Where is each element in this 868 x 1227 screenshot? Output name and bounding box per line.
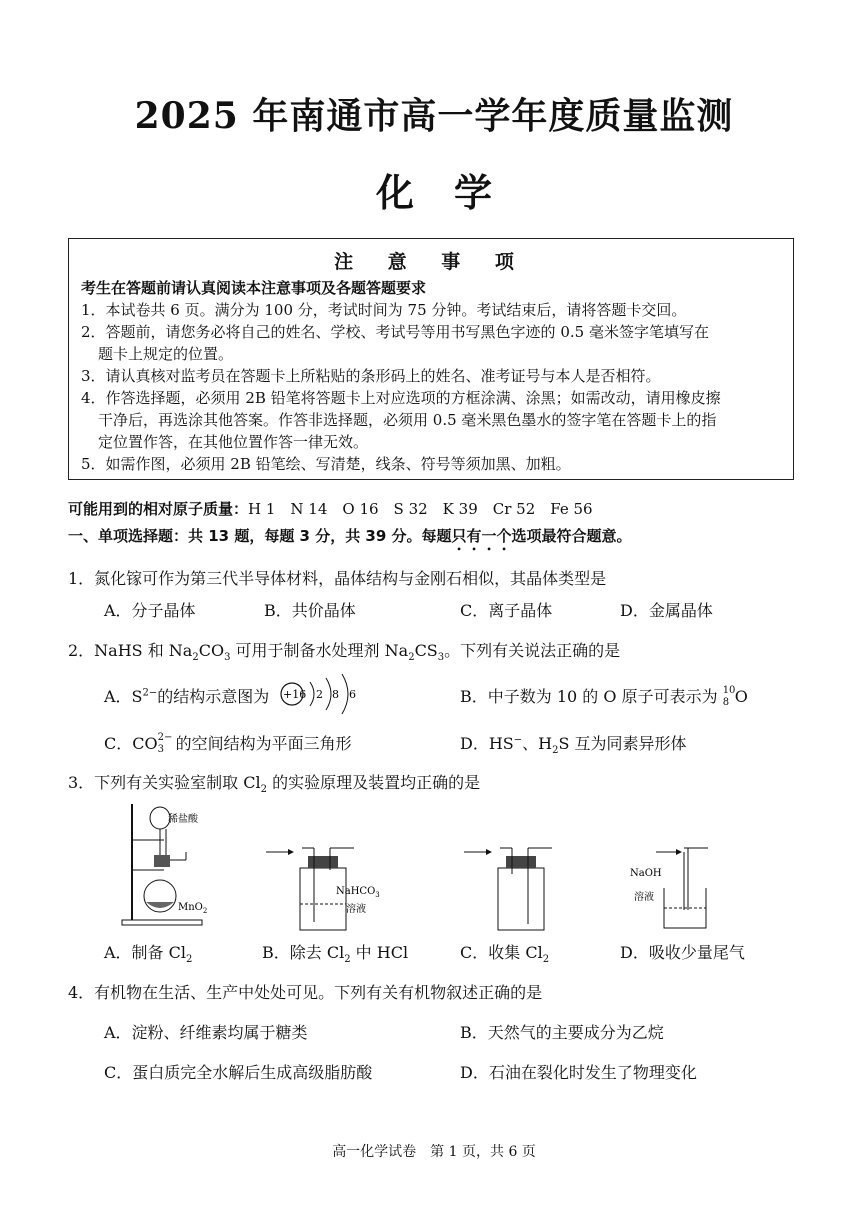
notice-heading: 注 意 事 项 <box>334 251 528 273</box>
apparatus-c-collection-bottle <box>460 840 560 935</box>
subject-title: 化学 <box>375 170 532 215</box>
label-nahco3: NaHCO$_3$ <box>336 886 380 899</box>
section-heading <box>68 525 632 554</box>
exam-title: 2025 年南通市高一学年度质量监测 <box>134 95 734 137</box>
q2-option-a: A．$S^{2-}$的结构示意图为 <box>104 687 270 706</box>
q4-option-b: B．天然气的主要成分为乙烷 <box>460 1023 664 1042</box>
page-footer: 高一化学试卷 第 1 页，共 6 页 <box>332 1144 536 1160</box>
notice-box <box>68 238 794 480</box>
label-dilute-hcl: 稀盐酸 <box>168 814 198 825</box>
q3-option-d: D．吸收少量尾气 <box>620 943 745 962</box>
label-solution-d: 溶液 <box>634 892 654 903</box>
q4-option-c: C．蛋白质完全水解后生成高级脂肪酸 <box>104 1063 373 1082</box>
q2-option-b: B．中子数为 10 的 O 原子可表示为 10 8 O <box>460 684 748 708</box>
q1-option-a: A．分子晶体 <box>104 601 196 620</box>
notice-item-4: 4．作答选择题，必须用 2B 铅笔将答题卡上对应选项的方框涂满、涂黑；如需改动，请用橡皮擦 <box>81 389 721 407</box>
notice-item-2-cont: 题卡上规定的位置。 <box>98 345 234 363</box>
q2-stem: 2．NaHS 和 $Na_2CO_3$ 可用于制备水处理剂 $Na_2CS_3$。下列有关说法正确的是 <box>68 641 621 664</box>
section-heading-emphasis: 只有一个 <box>451 527 512 545</box>
notice-item-2: 2．答题前，请您务必将自己的姓名、学校、考试号等用书写黑色字迹的 0.5 毫米签字笔填写在 <box>81 323 709 341</box>
label-mno2: MnO$_2$ <box>178 902 208 915</box>
notice-item-1: 1．本试卷共 6 页。满分为 100 分，考试时间为 75 分钟。考试结束后，请将答题卡交回。 <box>81 301 687 319</box>
nucleus-label: +16 <box>283 688 307 701</box>
q1-option-c: C．离子晶体 <box>460 601 553 620</box>
apparatus-a-chlorine-generator <box>104 800 224 930</box>
q2-option-c: C．CO 2− 3 的空间结构为平面三角形 <box>104 731 352 755</box>
notice-item-3: 3．请认真核对监考员在答题卡上所粘贴的条形码上的姓名、准考证号与本人是否相符。 <box>81 367 661 385</box>
notice-item-4-cont: 干净后，再选涂其他答案。作答非选择题，必须用 0.5 毫米黑色墨水的签字笔在答题卡上的指 <box>98 411 717 429</box>
q1-option-d: D．金属晶体 <box>620 601 713 620</box>
section-heading-suffix: 选项最符合题意。 <box>511 527 632 545</box>
section-heading-prefix: 一、单项选择题：共 13 题，每题 3 分，共 39 分。每题 <box>68 527 452 545</box>
shell-2-electrons: 8 <box>332 688 339 701</box>
q4-option-d: D．石油在裂化时发生了物理变化 <box>460 1063 697 1082</box>
shell-3-electrons: 6 <box>349 688 356 701</box>
apparatus-b-gas-washing-bottle <box>262 840 402 935</box>
q1-option-b: B．共价晶体 <box>264 601 356 620</box>
label-solution-b: 溶液 <box>346 904 366 915</box>
atomic-masses-label: 可能用到的相对原子质量： <box>68 500 249 518</box>
notice-item-4-cont2: 定位置作答，在其他位置作答一律无效。 <box>98 433 369 451</box>
atomic-masses <box>68 498 593 519</box>
sulfur-ion-structure-diagram <box>280 674 370 718</box>
q3-option-b: B．除去 $Cl_2$ 中 HCl <box>262 943 409 966</box>
nuclide-notation: 10 8 <box>722 684 736 708</box>
q4-option-a: A．淀粉、纤维素均属于糖类 <box>104 1023 308 1042</box>
atomic-masses-values: H 1 N 14 O 16 S 32 K 39 Cr 52 Fe 56 <box>248 500 593 518</box>
q4-stem: 4．有机物在生活、生产中处处可见。下列有关有机物叙述正确的是 <box>68 983 543 1002</box>
q3-option-a: A．制备 $Cl_2$ <box>104 943 193 966</box>
q3-stem: 3．下列有关实验室制取 $Cl_2$ 的实验原理及装置均正确的是 <box>68 773 481 796</box>
notice-item-5: 5．如需作图，必须用 2B 铅笔绘、写清楚，线条、符号等须加黑、加粗。 <box>81 455 571 473</box>
notice-lead: 考生在答题前请认真阅读本注意事项及各题答题要求 <box>81 279 427 297</box>
q2-option-d: D．HS−、$H_2S$ 互为同素异形体 <box>460 734 687 757</box>
q3-option-c: C．收集 $Cl_2$ <box>460 943 550 966</box>
q1-stem: 1．氮化镓可作为第三代半导体材料，晶体结构与金刚石相似，其晶体类型是 <box>68 569 607 588</box>
apparatus-d-tail-gas-absorber <box>628 840 728 935</box>
shell-1-electrons: 2 <box>316 688 323 701</box>
label-naoh: NaOH <box>630 868 662 879</box>
